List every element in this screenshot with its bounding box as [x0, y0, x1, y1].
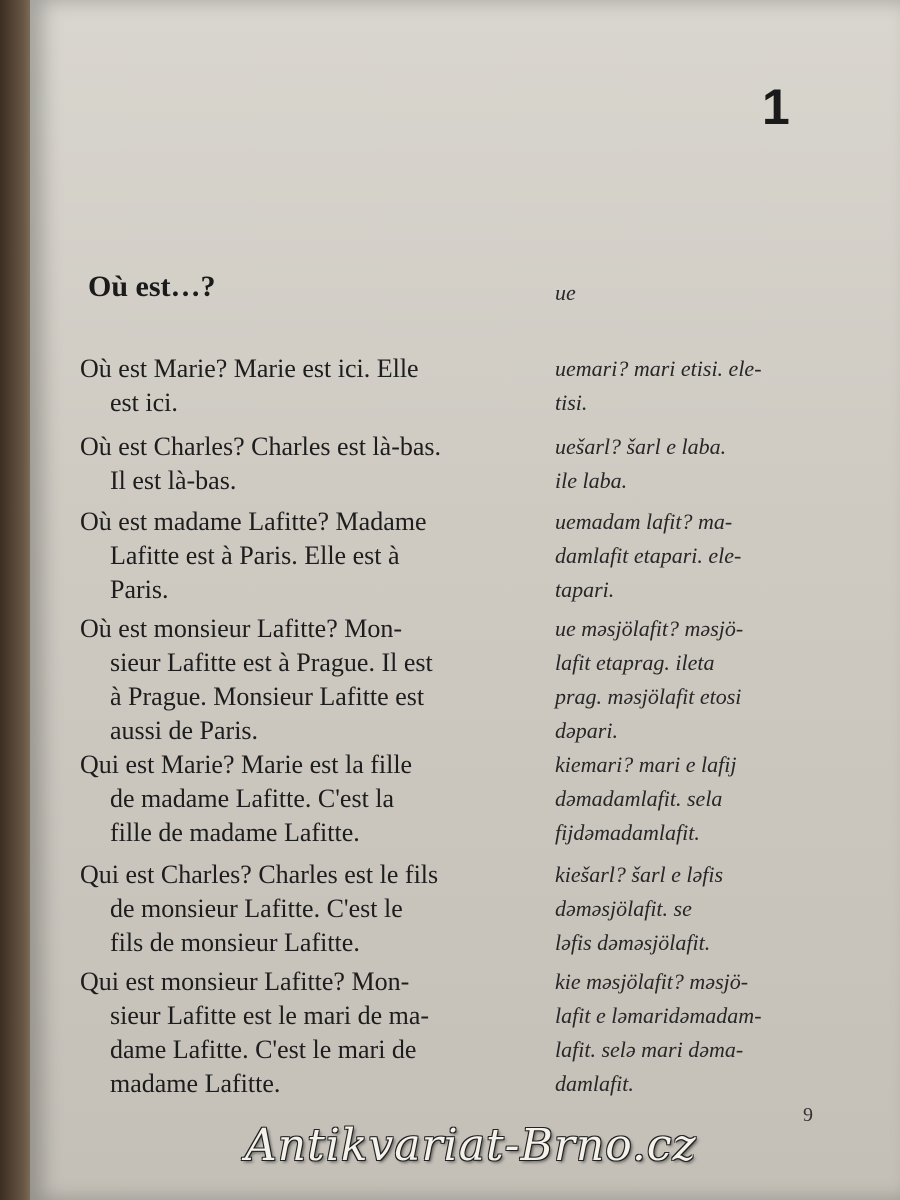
phonetic-line: ləfis dəməsjölafit. — [555, 930, 711, 955]
book-page — [30, 0, 900, 1200]
phonetic-line: damlafit etapari. ele- — [555, 543, 742, 568]
lesson-heading: Où est…? — [88, 270, 216, 303]
french-line: fille de madame Lafitte. — [110, 818, 360, 847]
french-line: à Prague. Monsieur Lafitte est — [110, 682, 425, 711]
french-line: Où est Charles? Charles est là-bas. — [80, 432, 442, 461]
phonetic-line: uemari? mari etisi. ele- — [555, 356, 762, 381]
french-line: Qui est monsieur Lafitte? Mon- — [80, 967, 410, 996]
phonetic-line: tisi. — [555, 390, 588, 415]
phonetic-text — [555, 352, 815, 420]
french-text — [80, 748, 525, 850]
french-line: sieur Lafitte est le mari de ma- — [110, 1001, 430, 1030]
phonetic-text — [555, 505, 815, 607]
lesson-heading-phonetic: ue — [555, 280, 576, 305]
phonetic-line: kiemari? mari e lafij — [555, 752, 737, 777]
french-line: Où est monsieur Lafitte? Mon- — [80, 614, 403, 643]
french-line: sieur Lafitte est à Prague. Il est — [110, 648, 433, 677]
phonetic-line: ue məsjölafit? məsjö- — [555, 616, 744, 641]
lesson-number: 1 — [762, 79, 790, 135]
phonetic-line: dəpari. — [555, 718, 618, 743]
french-text — [80, 965, 525, 1101]
phonetic-line: lafit e ləmaridəmadam- — [555, 1003, 762, 1028]
phonetic-line: tapari. — [555, 577, 615, 602]
french-line: madame Lafitte. — [110, 1069, 281, 1098]
french-line: Paris. — [110, 575, 169, 604]
french-line: dame Lafitte. C'est le mari de — [110, 1035, 417, 1064]
french-line: Il est là-bas. — [110, 466, 237, 495]
french-text — [80, 505, 525, 607]
phonetic-line: damlafit. — [555, 1071, 634, 1096]
french-line: Qui est Charles? Charles est le fils — [80, 860, 439, 889]
phonetic-text — [555, 430, 815, 498]
french-line: Qui est Marie? Marie est la fille — [80, 750, 413, 779]
french-text — [80, 858, 525, 960]
french-line: Où est madame Lafitte? Madame — [80, 507, 427, 536]
french-line: Lafitte est à Paris. Elle est à — [110, 541, 400, 570]
french-line: de monsieur Lafitte. C'est le — [110, 894, 403, 923]
phonetic-line: kie məsjölafit? məsjö- — [555, 969, 749, 994]
french-text — [80, 430, 525, 498]
watermark: Antikvariat-Brno.cz — [245, 1120, 697, 1171]
phonetic-text — [555, 748, 815, 850]
phonetic-line: dəmadamlafit. sela — [555, 786, 723, 811]
page-number: 9 — [803, 1104, 813, 1126]
phonetic-line: prag. məsjölafit etosi — [555, 684, 742, 709]
french-line: fils de monsieur Lafitte. — [110, 928, 360, 957]
french-line: aussi de Paris. — [110, 716, 259, 745]
phonetic-text — [555, 965, 815, 1101]
phonetic-line: kiešarl? šarl e ləfis — [555, 862, 724, 887]
phonetic-line: uešarl? šarl e laba. — [555, 434, 727, 459]
french-text — [80, 352, 525, 420]
phonetic-line: fijdəmadamlafit. — [555, 820, 700, 845]
phonetic-line: lafit etaprag. ileta — [555, 650, 715, 675]
phonetic-line: ile laba. — [555, 468, 628, 493]
french-line: est ici. — [110, 388, 178, 417]
french-line: de madame Lafitte. C'est la — [110, 784, 395, 813]
phonetic-text — [555, 612, 815, 748]
french-text — [80, 612, 525, 748]
french-line: Où est Marie? Marie est ici. Elle — [80, 354, 419, 383]
phonetic-line: dəməsjölafit. se — [555, 896, 692, 921]
phonetic-line: lafit. selə mari dəma- — [555, 1037, 744, 1062]
phonetic-line: uemadam lafit? ma- — [555, 509, 733, 534]
phonetic-text — [555, 858, 815, 960]
